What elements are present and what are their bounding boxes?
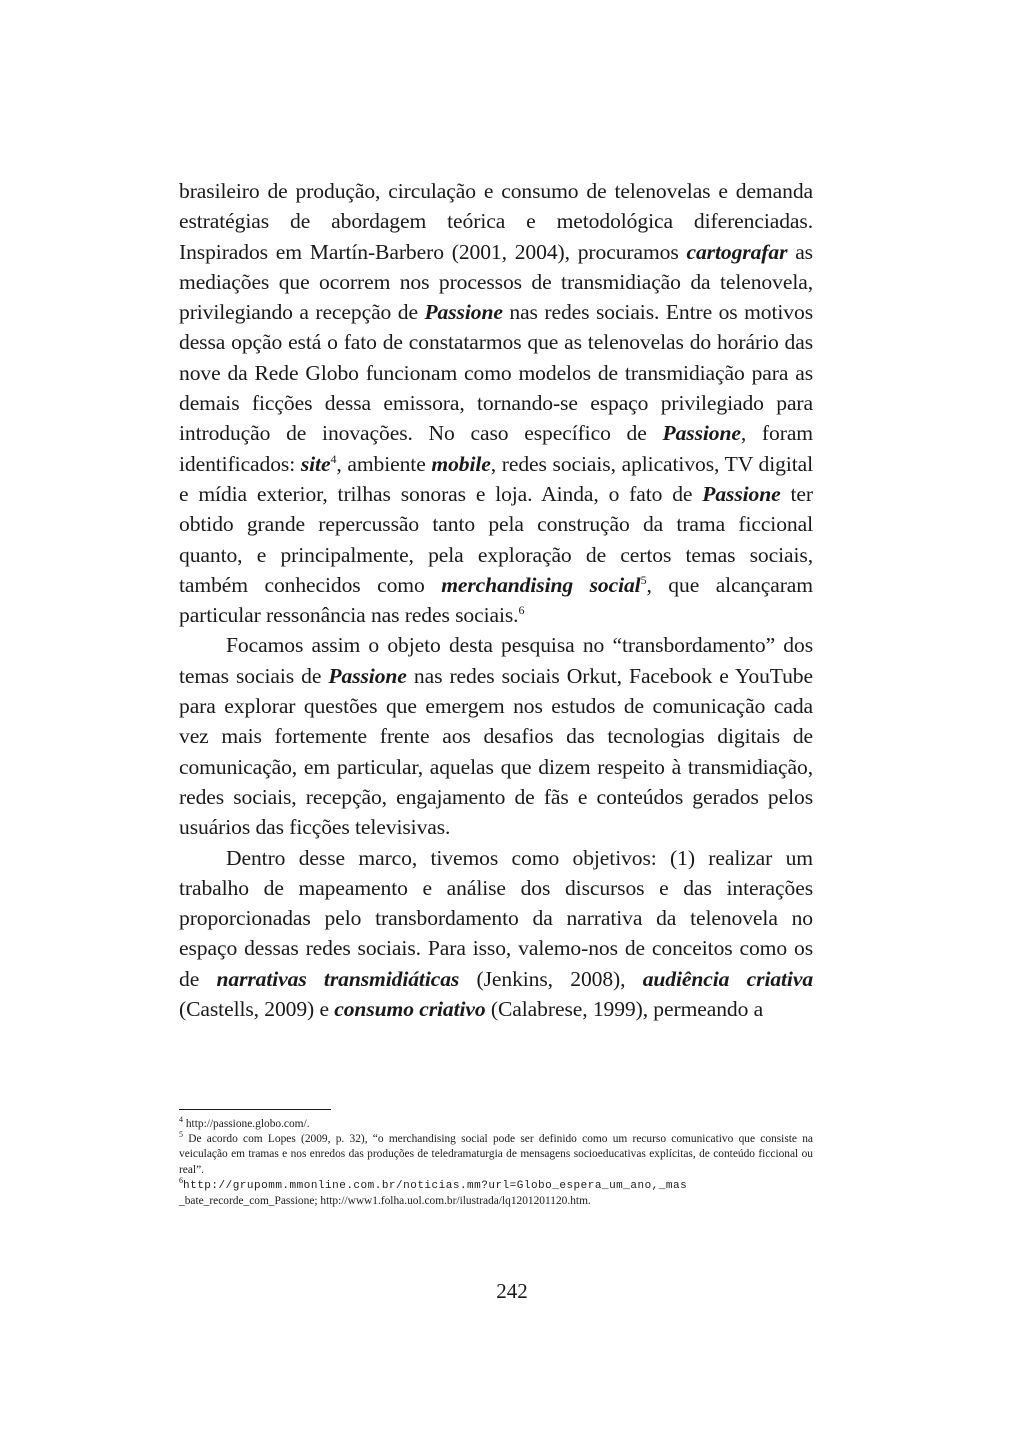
text-run: (Castells, 2009) e (179, 997, 335, 1022)
footnote-text: De acordo com Lopes (2009, p. 32), “o merchandising social pode ser definido como um recurso comunicativo que consiste na veiculação em tramas e nos enredos das produções de teledramaturgia de mensagens socioeducativas explícitas, de conteúdo ficcional ou real”. (179, 1133, 813, 1176)
paragraph-3 (179, 843, 813, 1025)
text-run: as mediações que ocorrem nos processos de transmidiação da telenovela, privilegiando a recepção de (179, 239, 813, 325)
footnote-link[interactable]: _bate_recorde_com_Passione; http://www1.folha.uol.com.br/ilustrada/lq1201201120.htm. (179, 1195, 591, 1208)
text-run: brasileiro de produção, circulação e consumo de telenovelas e demanda estratégias de abordagem teórica e metodológica diferenciadas. Inspirados em Martín-Barbero (2001, 2004), procuramos (179, 179, 813, 264)
text-run: (Calabrese, 1999), permeando a (485, 997, 764, 1022)
italic-term: consumo criativo (334, 997, 486, 1022)
italic-term: cartografar (686, 239, 788, 264)
footnote-link[interactable]: http://passione.globo.com/. (183, 1118, 310, 1130)
italic-term: site (300, 451, 331, 476)
footnotes (179, 1117, 813, 1209)
text-run: (Jenkins, 2008), (459, 966, 643, 991)
italic-term: Passione (328, 663, 407, 688)
text-run: Focamos assim o objeto desta pesquisa no “transbordamento” dos temas sociais de (179, 633, 813, 688)
footnote-5 (179, 1132, 813, 1178)
text-run: nas redes sociais Orkut, Facebook e YouTube para explorar questões que emergem nos estudos de comunicação cada vez mais fortemente frente aos desafios das tecnologias digitais de comunicação, em particular, aquelas que dizem respeito à transmidiação, redes sociais, recepção, engajamento de fãs e conteúdos gerados pelos usuários das ficções televisivas. (179, 663, 813, 840)
italic-term: merchandising social (441, 572, 641, 597)
italic-term: narrativas transmidiáticas (216, 966, 460, 991)
text-run: , ambiente (336, 451, 432, 476)
italic-term: audiência criativa (642, 966, 814, 991)
paragraph-2 (179, 630, 813, 842)
text-run: , redes sociais, aplicativos, TV digital e mídia exterior, trilhas sonoras e loja. Ainda, o fato de (179, 451, 814, 506)
text-run: ter obtido grande repercussão tanto pela construção da trama ficcional quanto, e principalmente, pela exploração de certos temas sociais, também conhecidos como (179, 481, 813, 597)
footnote-ref-6[interactable]: 6 (518, 602, 525, 617)
italic-term: Passione (662, 421, 741, 446)
italic-term: Passione (424, 300, 503, 325)
footnote-4 (179, 1117, 813, 1132)
italic-term: Passione (702, 481, 781, 506)
footnote-ref-5[interactable]: 5 (640, 572, 647, 587)
footnote-number: 5 (179, 1130, 183, 1140)
text-run: , foram identificados: (179, 421, 813, 476)
footnote-ref-4[interactable]: 4 (330, 451, 337, 466)
text-run: Dentro desse marco, tivemos como objetivos: (1) realizar um trabalho de mapeamento e análise dos discursos e das interações proporcionadas pelo transbordamento da narrativa da telenovela no espaço dessas redes sociais. Para isso, valemo-nos de conceitos como os de (179, 845, 813, 991)
paragraph-1 (179, 176, 813, 630)
italic-term: mobile (431, 451, 491, 476)
page-number: 242 (496, 1279, 528, 1303)
text-run: nas redes sociais. Entre os motivos dessa opção está o fato de constatarmos que as telenovelas do horário das nove da Rede Globo funcionam como modelos de transmidiação para as demais ficções dessa emissora, tornando-se espaço privilegiado para introdução de inovações. No caso específico de (179, 300, 814, 446)
text-run: , que alcançaram particular ressonância nas redes sociais. (179, 572, 813, 628)
footnote-6 (179, 1178, 813, 1209)
footnote-number: 6 (179, 1176, 183, 1186)
footnote-link[interactable]: http://grupomm.mmonline.com.br/noticias.mm?url=Globo_espera_um_ano,_mas (183, 1179, 688, 1192)
footnote-number: 4 (179, 1115, 183, 1125)
footnote-divider (179, 1109, 331, 1110)
body-text (179, 176, 813, 1024)
